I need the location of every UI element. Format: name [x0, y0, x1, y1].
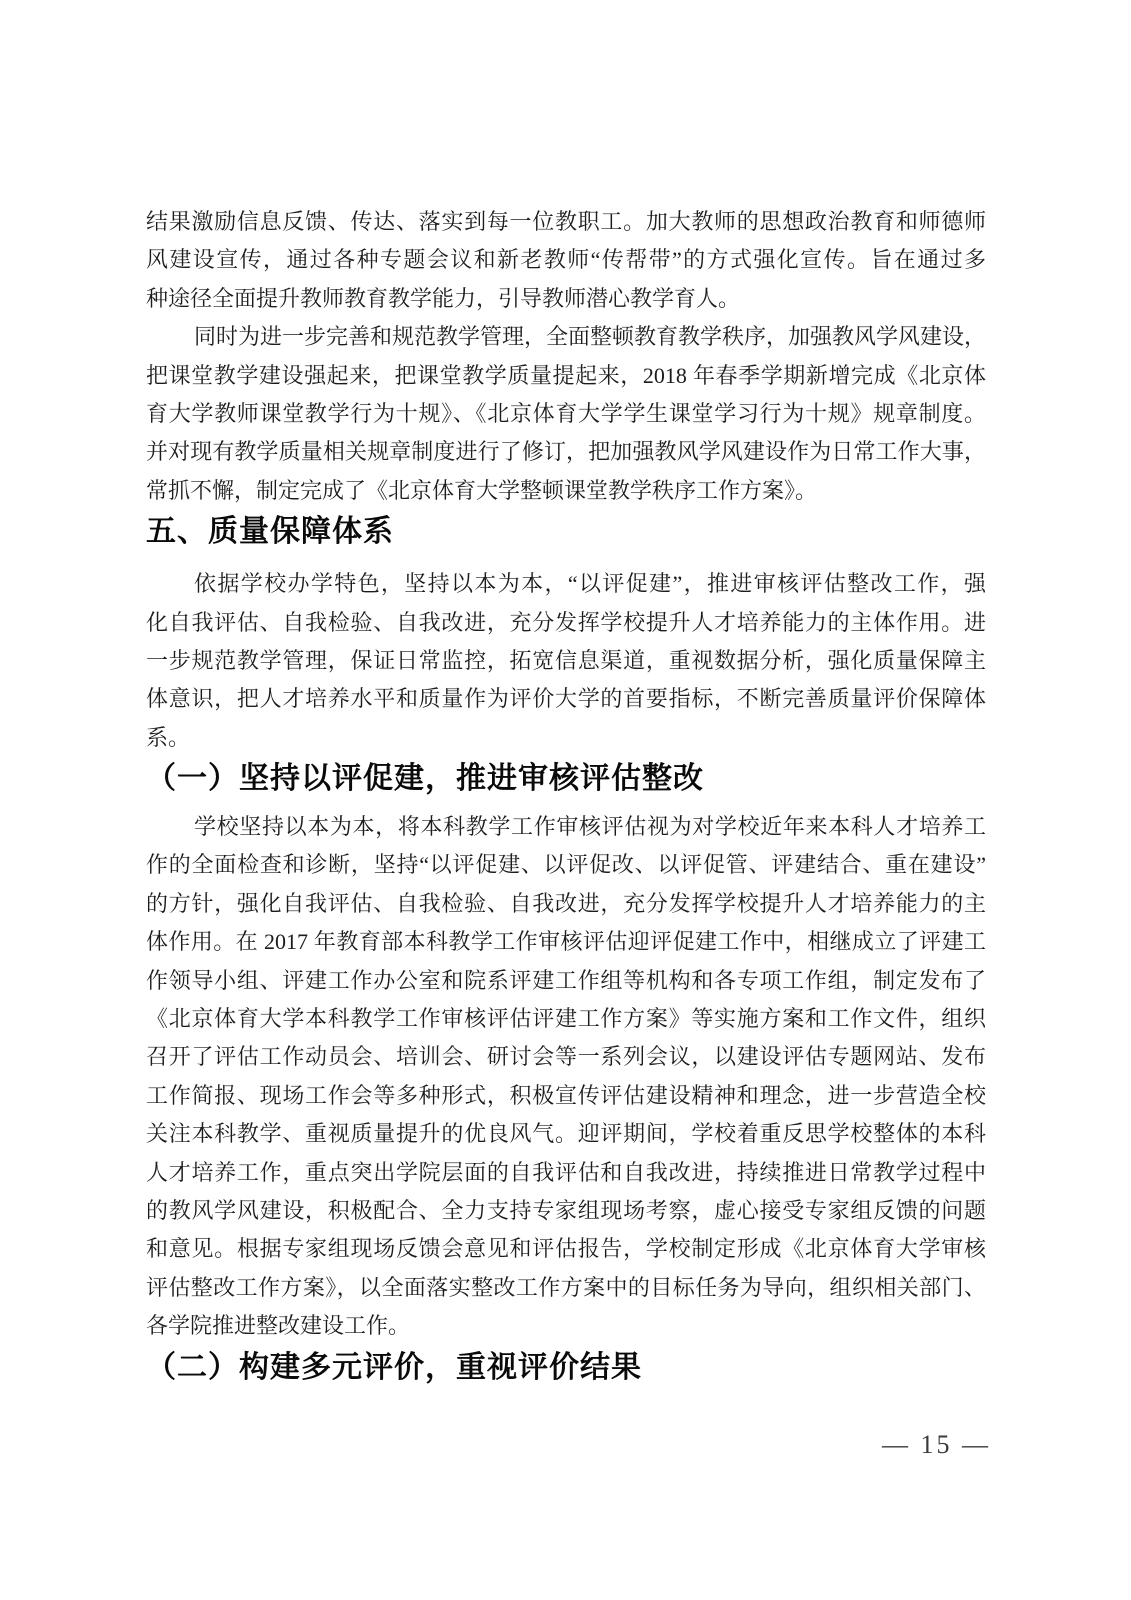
subsection-1-heading: （一）坚持以评促建，推进审核评估整改 [146, 762, 704, 796]
text-line: 关注本科教学、重视质量提升的优良风气。迎评期间，学校着重反思学校整体的本科 [146, 1121, 986, 1147]
text-line: 《北京体育大学本科教学工作审核评估评建工作方案》等实施方案和工作文件，组织 [146, 1006, 986, 1032]
paragraph-subsection-1 [146, 808, 986, 1345]
text-line: 的方针，强化自我评估、自我检验、自我改进，充分发挥学校提升人才培养能力的主 [146, 890, 986, 916]
text-line: 评估整改工作方案》，以全面落实整改工作方案中的目标任务为导向，组织相关部门、 [146, 1274, 986, 1300]
text-line: 育大学教师课堂教学行为十规》、《北京体育大学学生课堂学习行为十规》规章制度。 [146, 400, 986, 426]
subsection-2-heading: （二）构建多元评价，重视评价结果 [146, 1350, 642, 1384]
text-line: 各学院推进整改建设工作。 [146, 1313, 411, 1339]
text-line: 化自我评估、自我检验、自我改进，充分发挥学校提升人才培养能力的主体作用。进 [146, 609, 986, 635]
text-line: 作领导小组、评建工作办公室和院系评建工作组等机构和各专项工作组，制定发布了 [146, 967, 986, 993]
text-line: 把课堂教学建设强起来，把课堂教学质量提起来，2018 年春季学期新增完成《北京体 [146, 362, 986, 388]
text-line: 种途径全面提升教师教育教学能力，引导教师潜心教学育人。 [146, 285, 741, 311]
section-heading-quality-assurance: 五、质量保障体系 [146, 515, 394, 549]
text-line: 风建设宣传，通过各种专题会议和新老教师“传帮带”的方式强化宣传。旨在通过多 [146, 247, 986, 273]
text-line: 人才培养工作，重点突出学院层面的自我评估和自我改进，持续推进日常教学过程中 [146, 1159, 986, 1185]
text-line: 并对现有教学质量相关规章制度进行了修订，把加强教风学风建设作为日常工作大事， [146, 439, 986, 465]
text-line: 一步规范教学管理，保证日常监控，拓宽信息渠道，重视数据分析，强化质量保障主 [146, 647, 986, 673]
text-line: 的教风学风建设，积极配合、全力支持专家组现场考察，虚心接受专家组反馈的问题 [146, 1197, 986, 1223]
text-line: 结果激励信息反馈、传达、落实到每一位教职工。加大教师的思想政治教育和师德师 [146, 209, 986, 234]
page-number: — 15 — [882, 1430, 991, 1459]
text-line: 同时为进一步完善和规范教学管理，全面整顿教育教学秩序，加强教风学风建设， [194, 324, 986, 350]
text-line: 学校坚持以本为本，将本科教学工作审核评估视为对学校近年来本科人才培养工 [194, 814, 986, 840]
text-line: 常抓不懈，制定完成了《北京体育大学整顿课堂教学秩序工作方案》。 [146, 477, 818, 503]
page-footer [882, 1430, 991, 1460]
text-line: 系。 [146, 724, 191, 750]
text-line: 作的全面检查和诊断，坚持“以评促建、以评促改、以评促管、评建结合、重在建设” [146, 852, 986, 878]
text-line: 体意识，把人才培养水平和质量作为评价大学的首要指标，不断完善质量评价保障体 [146, 686, 986, 712]
paragraph-continuation [146, 203, 986, 318]
paragraph-section-intro [146, 565, 986, 757]
text-line: 召开了评估工作动员会、培训会、研讨会等一系列会议，以建设评估专题网站、发布 [146, 1044, 986, 1070]
page-content [146, 0, 986, 1390]
text-line: 体作用。在 2017 年教育部本科教学工作审核评估迎评促建工作中，相继成立了评建工 [146, 929, 986, 955]
text-line: 工作简报、现场工作会等多种形式，积极宣传评估建设精神和理念，进一步营造全校 [146, 1082, 986, 1108]
text-line: 和意见。根据专家组现场反馈会意见和评估报告，学校制定形成《北京体育大学审核 [146, 1236, 986, 1262]
paragraph-teaching-order [146, 318, 986, 510]
text-line: 依据学校办学特色，坚持以本为本，“以评促建”，推进审核评估整改工作，强 [194, 571, 986, 597]
